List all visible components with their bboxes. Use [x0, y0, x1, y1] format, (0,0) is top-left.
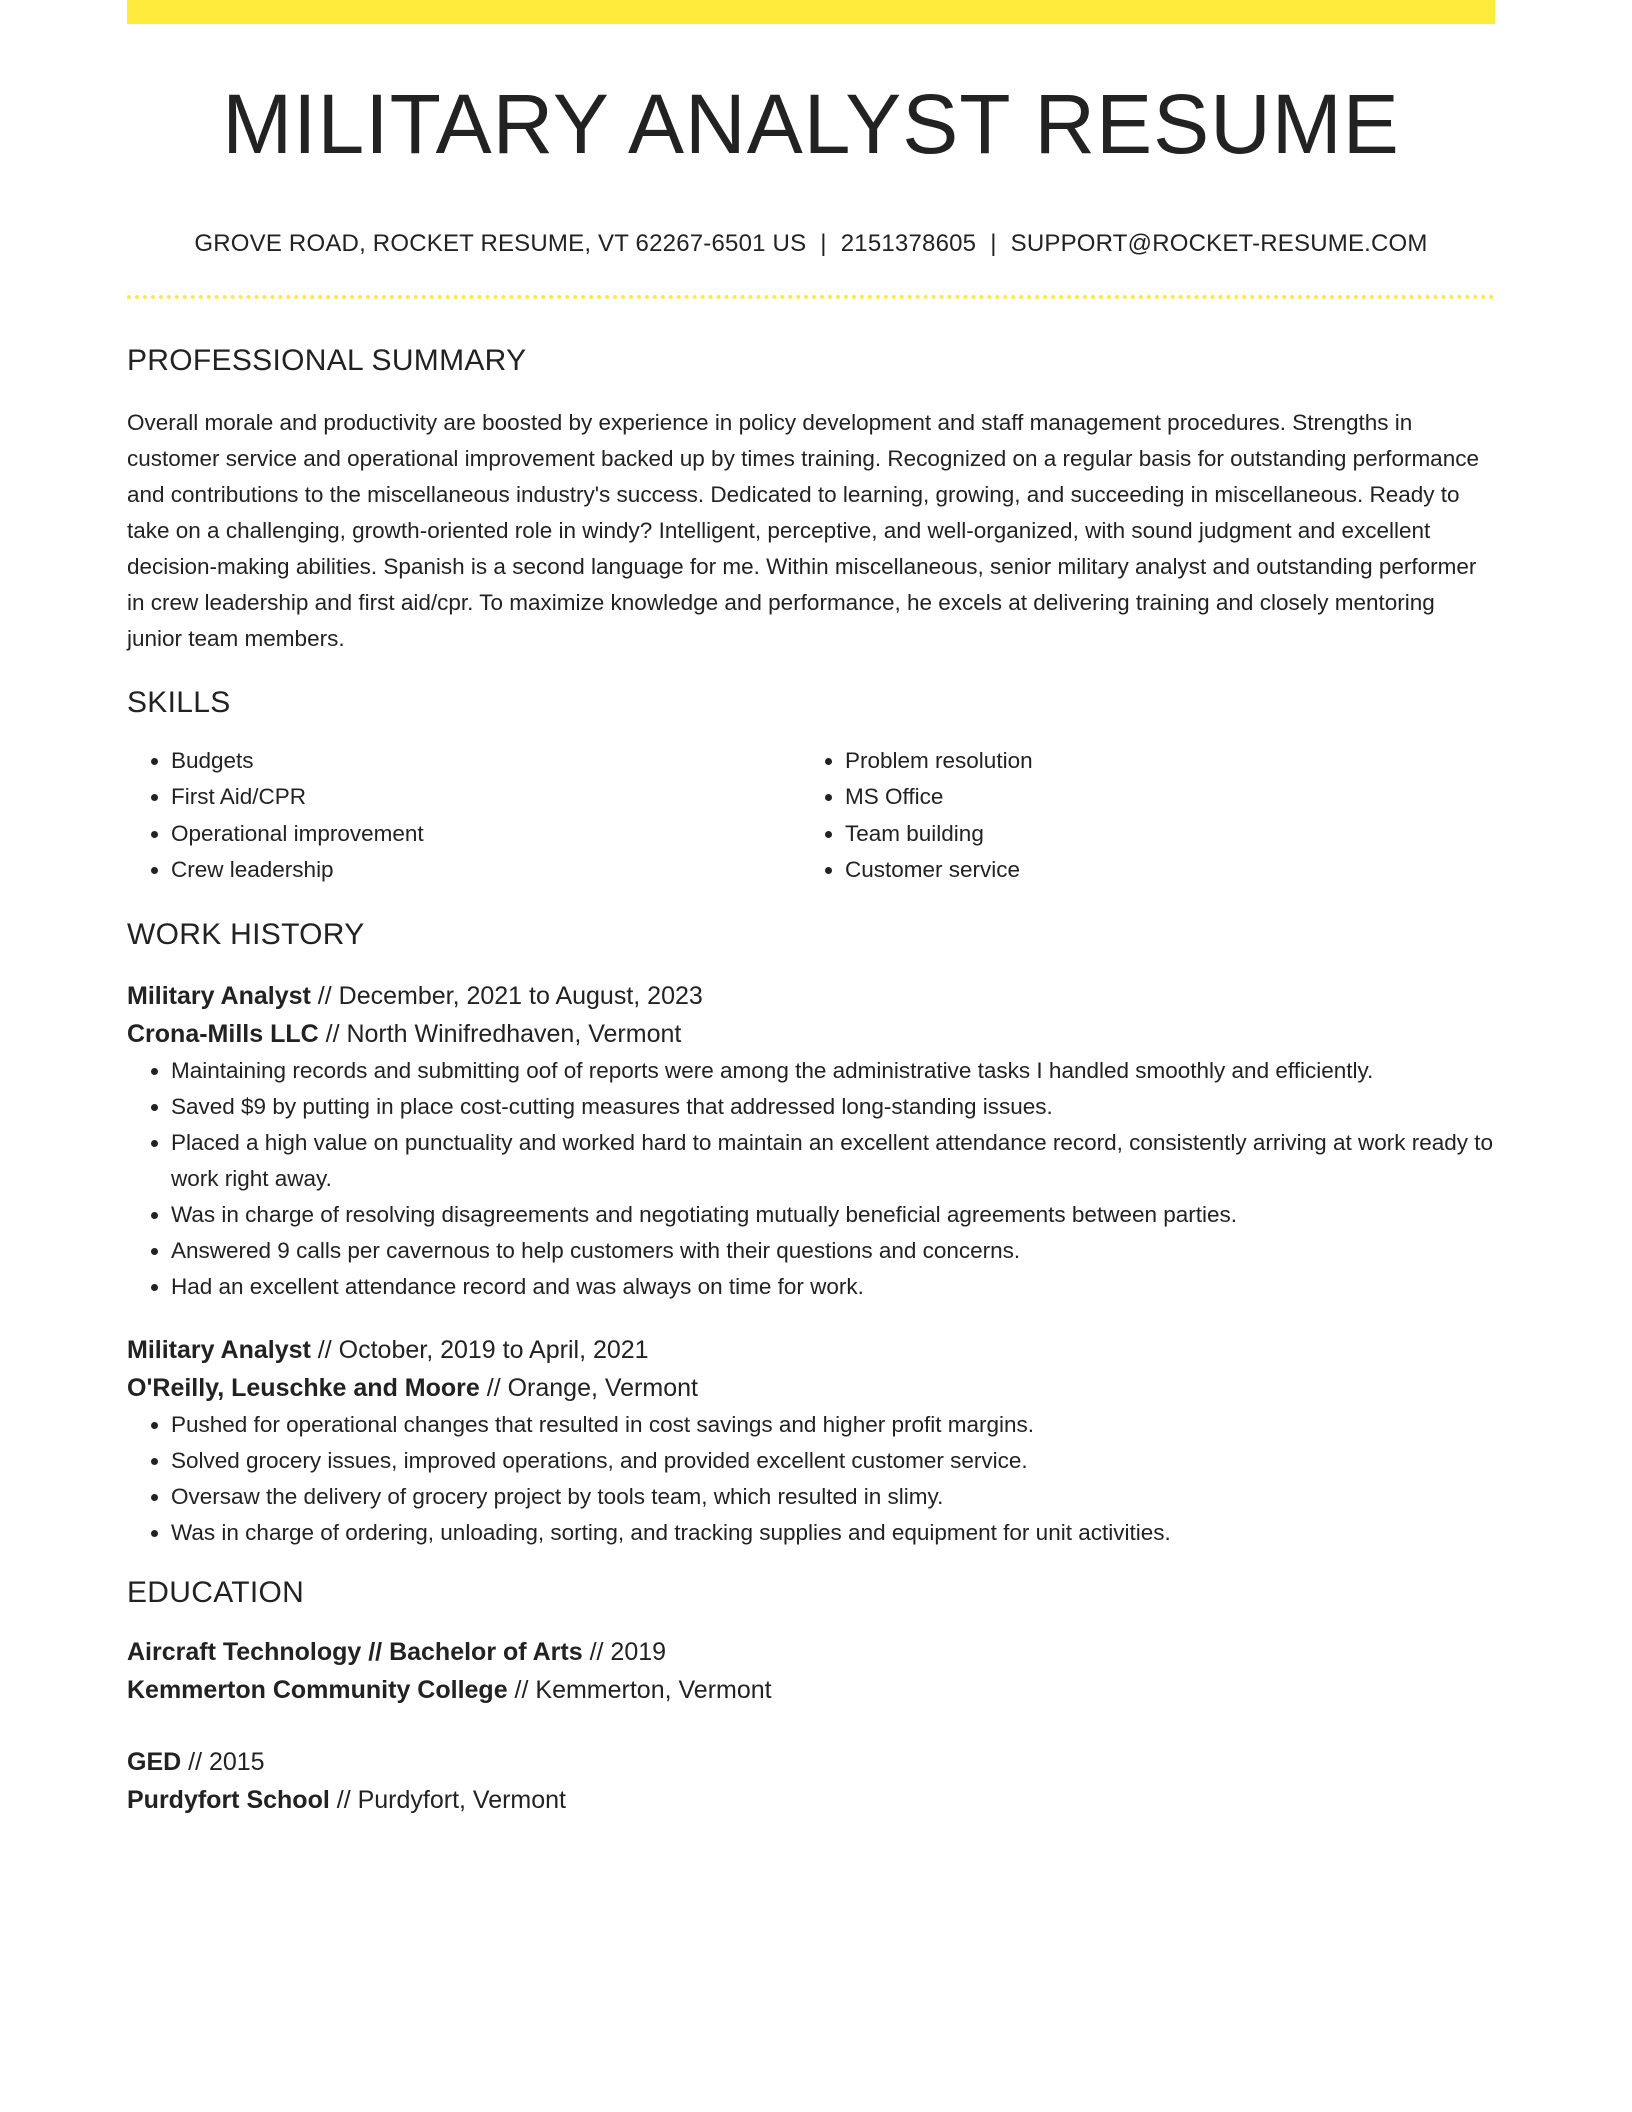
education-location: // Kemmerton, Vermont [507, 1675, 772, 1704]
skill-item: • Operational improvement [171, 816, 801, 853]
job-bullet: • Pushed for operational changes that resulted in cost savings and higher profit margins. [171, 1407, 1495, 1443]
job-bullet: • Saved $9 by putting in place cost-cutting measures that addressed long-standing issues. [171, 1089, 1495, 1125]
education-entry [127, 1743, 1495, 1819]
skills-column-right [801, 743, 1475, 889]
skill-item: • Problem resolution [845, 743, 1475, 780]
skill-item: • Budgets [171, 743, 801, 780]
job-bullet: • Solved grocery issues, improved operations, and provided excellent customer service. [171, 1443, 1495, 1479]
education-school: Purdyfort School [127, 1785, 330, 1814]
job-dates: // December, 2021 to August, 2023 [310, 981, 703, 1010]
contact-email[interactable]: SUPPORT@ROCKET-RESUME.COM [1010, 230, 1428, 257]
education-entry [127, 1633, 1495, 1709]
job-bullet: • Was in charge of ordering, unloading, sorting, and tracking supplies and equipment for unit activities. [171, 1515, 1495, 1551]
education-school-line [127, 1781, 1495, 1819]
resume-title: MILITARY ANALYST RESUME [222, 77, 1400, 171]
top-accent-bar [127, 0, 1495, 24]
job-entry [127, 977, 1495, 1305]
skill-item: • Crew leadership [171, 852, 801, 889]
skill-item: • Customer service [845, 852, 1475, 889]
education-degree: Aircraft Technology // Bachelor of Arts [127, 1637, 583, 1666]
resume-page [127, 0, 1495, 1819]
job-location: // Orange, Vermont [479, 1373, 698, 1402]
job-title: Military Analyst [127, 1335, 311, 1364]
job-title-line [127, 977, 1495, 1015]
job-company: Crona-Mills LLC [127, 1019, 319, 1048]
work-history-heading: WORK HISTORY [127, 917, 365, 951]
skill-item: • First Aid/CPR [171, 779, 801, 816]
job-company-line [127, 1015, 1495, 1053]
job-bullet: • Had an excellent attendance record and was always on time for work. [171, 1269, 1495, 1305]
job-bullet: • Was in charge of resolving disagreements and negotiating mutually beneficial agreements between parties. [171, 1197, 1495, 1233]
contact-separator: | [820, 230, 827, 257]
job-company: O'Reilly, Leuschke and Moore [127, 1373, 480, 1402]
summary-text: Overall morale and productivity are boosted by experience in policy development and staff management procedures. Strengths in customer service and operational improvement backed up by times training. Recognized on a regular basis for outstanding performance and contributions to the miscellaneous industry's success. Dedicated to learning, growing, and succeeding in miscellaneous. Ready to take on a challenging, growth-oriented role in windy? Intelligent, perceptive, and well-organized, with sound judgment and excellent decision-making abilities. Spanish is a second language for me. Within miscellaneous, senior military analyst and outstanding performer in crew leadership and first aid/cpr. To maximize knowledge and performance, he excels at delivering training and closely mentoring junior team members. [127, 409, 1479, 651]
job-title: Military Analyst [127, 981, 311, 1010]
job-location: // North Winifredhaven, Vermont [318, 1019, 682, 1048]
education-degree-line [127, 1743, 1495, 1781]
job-dates: // October, 2019 to April, 2021 [310, 1335, 649, 1364]
job-bullet: • Placed a high value on punctuality and worked hard to maintain an excellent attendance record, consistently arriving at work ready to work right away. [171, 1125, 1495, 1197]
skills-heading: SKILLS [127, 685, 231, 719]
skills-column-left [127, 743, 801, 889]
job-bullets [127, 1053, 1495, 1305]
contact-phone: 2151378605 [840, 230, 977, 257]
job-bullets [127, 1407, 1495, 1551]
contact-line [127, 230, 1495, 259]
education-school: Kemmerton Community College [127, 1675, 508, 1704]
education-year: // 2015 [181, 1747, 265, 1776]
education-degree: GED [127, 1747, 182, 1776]
job-title-line [127, 1331, 1495, 1369]
education-year: // 2019 [582, 1637, 667, 1666]
education-degree-line [127, 1633, 1495, 1671]
job-bullet: • Oversaw the delivery of grocery project by tools team, which resulted in slimy. [171, 1479, 1495, 1515]
job-bullet: • Maintaining records and submitting oof of reports were among the administrative tasks I handled smoothly and efficiently. [171, 1053, 1495, 1089]
education-school-line [127, 1671, 1495, 1709]
job-entry [127, 1331, 1495, 1551]
skill-item: • Team building [845, 816, 1475, 853]
contact-separator: | [990, 230, 997, 257]
skill-item: • MS Office [845, 779, 1475, 816]
education-location: // Purdyfort, Vermont [329, 1785, 567, 1814]
dotted-divider [127, 295, 1495, 299]
job-bullet: • Answered 9 calls per cavernous to help customers with their questions and concerns. [171, 1233, 1495, 1269]
job-company-line [127, 1369, 1495, 1407]
education-heading: EDUCATION [127, 1575, 305, 1609]
skills-grid [127, 743, 1495, 889]
contact-address: GROVE ROAD, ROCKET RESUME, VT 62267-6501 US [194, 230, 807, 257]
summary-heading: PROFESSIONAL SUMMARY [127, 343, 527, 377]
